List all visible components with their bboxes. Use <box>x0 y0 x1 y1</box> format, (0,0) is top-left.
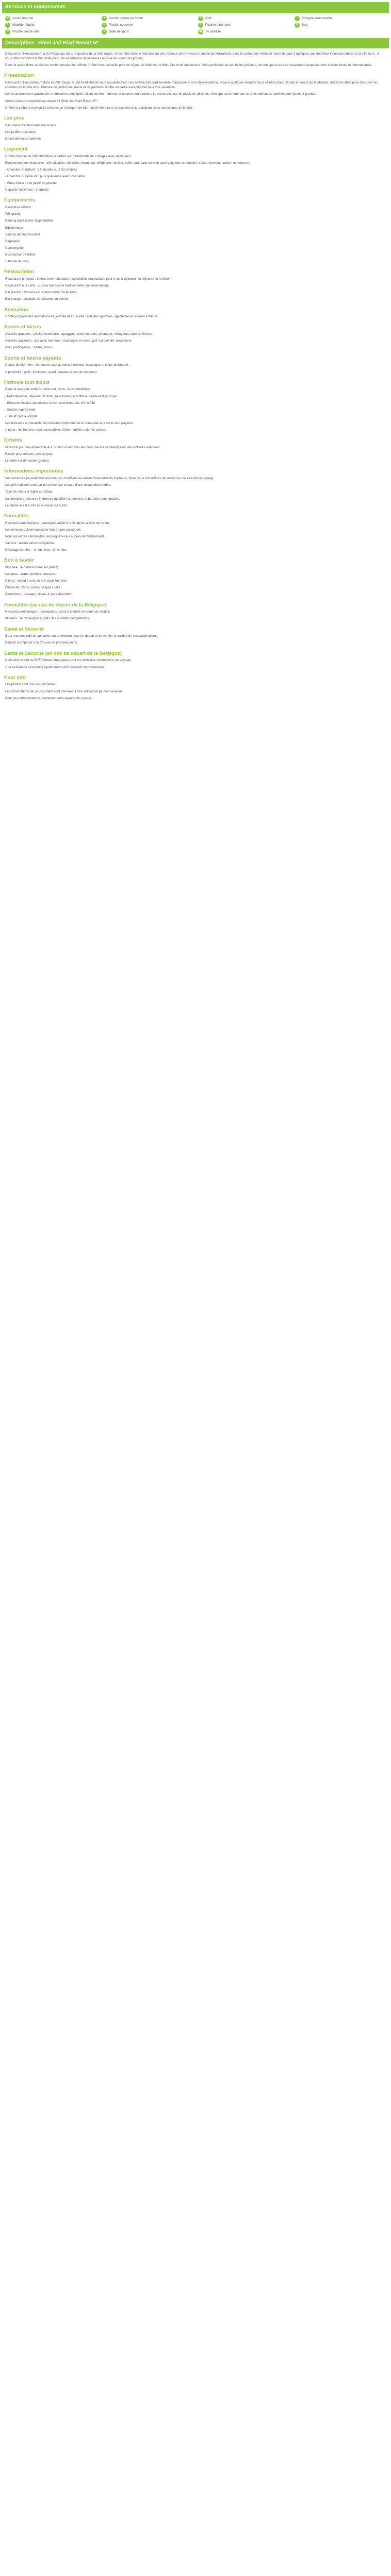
section-paragraph: Découvrez l'Herculaneum dans la Ville rouge, le Jad Riad Resort vous accueille avec son architecture traditionnelle marocaine et son style moderne. Situé à quelques minutes de la célèbre place Jemaa el Fna et de la Médina, l'hôtel est idéal pour découvrir les charmes de la ville ocre. Entouré de jardins luxuriants et de palmiers, il offre un cadre exceptionnel pour vos vacances. <box>5 81 378 90</box>
accessibility-icon: @ <box>5 16 10 21</box>
formalities-title: Formalités (au cas de départ de la Belgique) <box>4 602 107 608</box>
section-paragraph: Service de blanchisserie <box>5 232 41 236</box>
info-paragraph: Les informations de ce document sont données à titre indicatif et peuvent évoluer. <box>5 689 123 693</box>
section-body <box>2 80 389 110</box>
service-label: Accès Internet <box>12 16 34 20</box>
page <box>0 0 391 713</box>
section-title: Logement <box>4 146 28 152</box>
wheelchair-icon: ♿ <box>5 23 10 28</box>
services-header: Services et équipements <box>2 2 389 13</box>
section-paragraph: Bagagerie <box>5 239 20 243</box>
info-block <box>2 682 389 700</box>
section-paragraph: L'hôtel est situé à environ 10 minutes de l'aéroport de Marrakech Menara et à proximité des principaux sites touristiques de la ville. <box>5 106 193 110</box>
section-paragraph: A proximité : golfs, équitation, quad, balades à dos de chameau. <box>5 370 97 374</box>
section-title: Formule tout inclus <box>4 379 50 385</box>
health-paragraph: Il est recommandé de consulter votre médecin avant le départ et de vérifier la validité de vos vaccinations. <box>5 634 158 638</box>
misc-paragraph: Décalage horaire : -1h en hiver, -2h en été. <box>5 548 67 552</box>
service-label: Tv satellite <box>205 29 221 33</box>
service-label: Spa <box>302 23 308 27</box>
section-paragraph: Les jardins luxuriants <box>5 130 36 134</box>
service-item <box>295 16 386 21</box>
service-item <box>102 23 193 28</box>
section-paragraph: Équipement des chambres : climatisation, télévision écran plat, téléphone, minibar, coffre-fort, salle de bain avec baignoire ou douche, sèche-cheveux, balcon ou terrasse. <box>5 161 250 165</box>
section-paragraph: - Suite Junior : vue jardin ou piscine <box>5 181 57 185</box>
section-paragraph: Restaurant à la carte : cuisine marocaine traditionnelle (sur réservation). <box>5 284 109 288</box>
section-paragraph: Dans le cadre de votre formule tout inclus, vous bénéficiez : <box>5 387 91 392</box>
section-body <box>2 363 389 374</box>
service-label: Salle de sport <box>109 29 129 33</box>
section-paragraph: Wifi gratuit <box>5 212 21 216</box>
section-paragraph: Conciergerie <box>5 246 24 250</box>
service-item <box>5 29 96 35</box>
service-item <box>102 29 193 35</box>
gym-icon: ● <box>102 29 107 35</box>
intro-paragraph: Découvrez l'Herculaneum à de Pécaudou dans le quartier de la Ville rouge, l'ensemble dans le domaine du plus fameux centre vivant et animé de Marrakech, avec le cadre d'un véritable havre de paix à quelques pas des lieux incontournables de la ville ocre ; il vous offre confort et authenticité pour une expérience de vacances réussie au coeur des jardins. <box>5 52 379 61</box>
section-title: Enfants <box>4 437 22 444</box>
health2-paragraph: Une assurance assistance rapatriement est fortement recommandée. <box>5 665 105 669</box>
section-paragraph: - Chambre Standard : 1 lit double ou 2 lits simples <box>5 167 77 172</box>
section-body <box>2 154 389 193</box>
service-label: Mobilité réduite <box>12 23 35 27</box>
info-paragraph: Pour plus d'informations, contactez votre agence de voyage. <box>5 696 92 700</box>
section-paragraph: A noter : les horaires sont susceptibles d'être modifiés selon la saison. <box>5 428 106 432</box>
section-paragraph: Capacité maximum : 3 adultes <box>5 188 49 192</box>
misc-paragraph: Ressortissants français : passeport valide 3 mois après la date de retour. <box>5 521 110 525</box>
health2-block <box>2 658 389 669</box>
services-grid <box>2 13 389 37</box>
health-paragraph: Pensez à emporter une trousse de premiers soins. <box>5 641 78 645</box>
section-title: Restauration <box>4 269 35 275</box>
section-paragraph: Les chambres sont spacieuses et décorées avec goût, alliant confort moderne et touches marocaines. Le resort dispose de plusieurs piscines, d'un spa avec hammam et de nombreuses activités pour petits et grands. <box>5 92 316 96</box>
section-paragraph: Bar lounge : cocktails et boissons en soirée. <box>5 297 69 301</box>
section-title: Animation <box>4 307 28 313</box>
intro <box>2 52 389 67</box>
sections <box>2 72 389 463</box>
formalities-block <box>2 609 389 621</box>
tv-icon: ▣ <box>198 29 203 35</box>
section-paragraph: - Thé et café à volonté <box>5 414 38 418</box>
misc-block <box>2 521 389 553</box>
important-paragraph: La direction se réserve le droit de modifier les services et horaires sans préavis. <box>5 497 120 501</box>
health2-title: Santé et Sécurité (en cas de départ de la Belgique) <box>4 650 122 656</box>
section-paragraph: Centre de bien-être : hammam, sauna, bains à remous, massages et soins de beauté. <box>5 363 129 367</box>
important-title: Informations importantes <box>4 468 63 474</box>
section-title: Sports et loisirs payants <box>4 355 61 361</box>
section-title: Présentation <box>4 73 34 79</box>
section-paragraph: Parking privé (selon disponibilité) <box>5 219 53 223</box>
service-item <box>5 16 96 21</box>
section-paragraph: Bar piscine : boissons et snacks durant la journée. <box>5 291 78 295</box>
health2-paragraph: Consultez le site du SPF Affaires étrangères pour les dernières informations de voyage. <box>5 658 132 663</box>
section-paragraph: - Snacks l'après-midi <box>5 408 36 412</box>
section-body <box>2 123 389 141</box>
trip-paragraph: Monnaie : le dirham marocain (MAD). <box>5 565 59 569</box>
section-paragraph: - Chambre Supérieure : plus spacieuse avec coin salon <box>5 175 85 179</box>
trip-paragraph: Langues : arabe, berbère, français. <box>5 572 56 577</box>
section-paragraph: L'hôtel dispose de 206 chambres réparties sur 3 bâtiments de 2 étages avec ascenseur. <box>5 154 132 158</box>
section-body <box>2 277 389 302</box>
pool-outdoor-icon: ☀ <box>198 23 203 28</box>
section-body <box>2 332 389 350</box>
section-paragraph: Activités payantes : spa avec hammam, massages et soins, golf à proximité, excursions. <box>5 339 133 343</box>
section-paragraph: Mini-club pour les enfants de 4 à 12 ans ouvert tous les jours (sauf le vendredi) avec des activités adaptées. <box>5 446 161 450</box>
section-paragraph: Les boissons en bouteille, les boissons importées et le restaurant à la carte sont payants. <box>5 421 134 426</box>
section-paragraph: Salle de réunion <box>5 260 29 264</box>
important-paragraph: Le check-in est à 14h et le check-out à 12h. <box>5 503 68 507</box>
section-body <box>2 205 389 264</box>
service-label: Centre remise en forme <box>109 16 143 20</box>
trip-paragraph: Pourboires : d'usage, laissés à votre discrétion. <box>5 592 73 597</box>
service-label: Piscine couverte <box>109 23 133 27</box>
service-item <box>102 16 193 21</box>
intro-paragraph: Dans le cadre d'une ambiance contemporaine et raffinée, l'hôtel vous accueille pour un séjour de détente, de bien-être et de découverte. Vous profiterez de ses belles piscines, de son spa et de ses restaurants proposant une cuisine locale et internationale. <box>5 63 372 67</box>
section-paragraph: L'hôtel propose des animations en journée et en soirée : activités sportives, spectacles et soirées à thème. <box>5 315 158 319</box>
trip-block <box>2 565 389 597</box>
service-item <box>5 23 96 28</box>
section-body <box>2 387 389 432</box>
misc-paragraph: Les mineurs doivent posséder leur propre passeport. <box>5 528 82 532</box>
important-paragraph: Taxe de séjour à régler sur place. <box>5 490 54 494</box>
section-paragraph: Décoration traditionnelle marocaine <box>5 123 57 127</box>
health-title: Santé et Sécurité <box>4 626 44 632</box>
section-title: Équipements <box>4 197 35 204</box>
section-title: Sports et loisirs <box>4 324 41 330</box>
section-paragraph: - Boissons locales alcoolisées et non alcoolisées de 10h à 23h <box>5 401 95 405</box>
section-paragraph: Réception 24h/24 <box>5 206 31 210</box>
info-paragraph: Les photos sont non contractuelles. <box>5 683 57 687</box>
page-title: Description - Hôtel Jad Riad Resort 5* <box>2 38 389 49</box>
trip-paragraph: Électricité : 220V, prises de type C et E. <box>5 586 62 590</box>
misc-paragraph: Pour les autres nationalités, renseignez-vous auprès de l'ambassade. <box>5 534 106 538</box>
service-label: Plongée sous-marine <box>302 16 333 20</box>
health-block <box>2 634 389 645</box>
service-label: Proche centre ville <box>12 29 39 33</box>
section-paragraph: Lit bébé sur demande (gratuit). <box>5 459 50 463</box>
important-paragraph: Vos vacances peuvent être annulées ou modifiées en raison d'événements imprévus. Nous vous conseillons de souscrire une assurance voyage. <box>5 477 215 481</box>
spa-icon: ✿ <box>295 23 300 28</box>
section-paragraph: - Petit-déjeuner, déjeuner et dîner sous forme de buffet au restaurant principal <box>5 394 117 398</box>
section-paragraph: Bassin pour enfants, aire de jeux. <box>5 452 54 456</box>
formalities-paragraph: Ressortissants belges : passeport ou carte d'identité en cours de validité. <box>5 610 110 614</box>
misc-paragraph: Vaccins : aucun vaccin obligatoire. <box>5 541 55 545</box>
service-item <box>198 16 289 21</box>
section-paragraph: Avec participation : billard, tennis. <box>5 346 54 350</box>
service-label: Piscine extérieure <box>205 23 232 27</box>
trip-title: Bon à savoir <box>4 557 34 564</box>
section-paragraph: Bibliothèque <box>5 226 23 230</box>
pool-icon: ≈ <box>102 23 107 28</box>
section-title: Les plus <box>4 115 24 121</box>
service-item <box>198 29 289 35</box>
section-paragraph: Distributeur de billets <box>5 253 36 257</box>
section-paragraph: Restaurant principal : buffets internationaux et spécialités marocaines pour le petit-déjeuner, le déjeuner et le dîner. <box>5 277 171 281</box>
section-paragraph: Activités gratuites : piscine extérieure, aquagym, tennis de table, pétanque, volley-ball, salle de fitness. <box>5 332 153 336</box>
golf-icon: ⚑ <box>198 16 203 21</box>
section-paragraph: De nombreuses activités <box>5 137 41 141</box>
important-paragraph: Les prix indiqués sont par personne, sur la base d'une occupation double. <box>5 483 111 487</box>
trip-paragraph: Climat : chaud et sec en été, doux en hiver. <box>5 579 68 583</box>
section-body <box>2 314 389 319</box>
misc-title: Formalités <box>4 513 29 519</box>
service-item <box>295 23 386 28</box>
info-title: Pour info <box>4 674 26 681</box>
service-item <box>198 23 289 28</box>
important-block <box>2 476 389 508</box>
fitness-icon: ♥ <box>102 16 107 21</box>
section-paragraph: Venez vivre une expérience unique à l'Hôtel Jad Riad Resort 5* ! <box>5 99 99 103</box>
service-label: Golf <box>205 16 211 20</box>
section-body <box>2 445 389 463</box>
formalities-paragraph: Mineurs : se renseigner auprès des autorités compétentes. <box>5 617 90 621</box>
beach-icon: ☂ <box>5 29 10 35</box>
diving-icon: ~ <box>295 16 300 21</box>
